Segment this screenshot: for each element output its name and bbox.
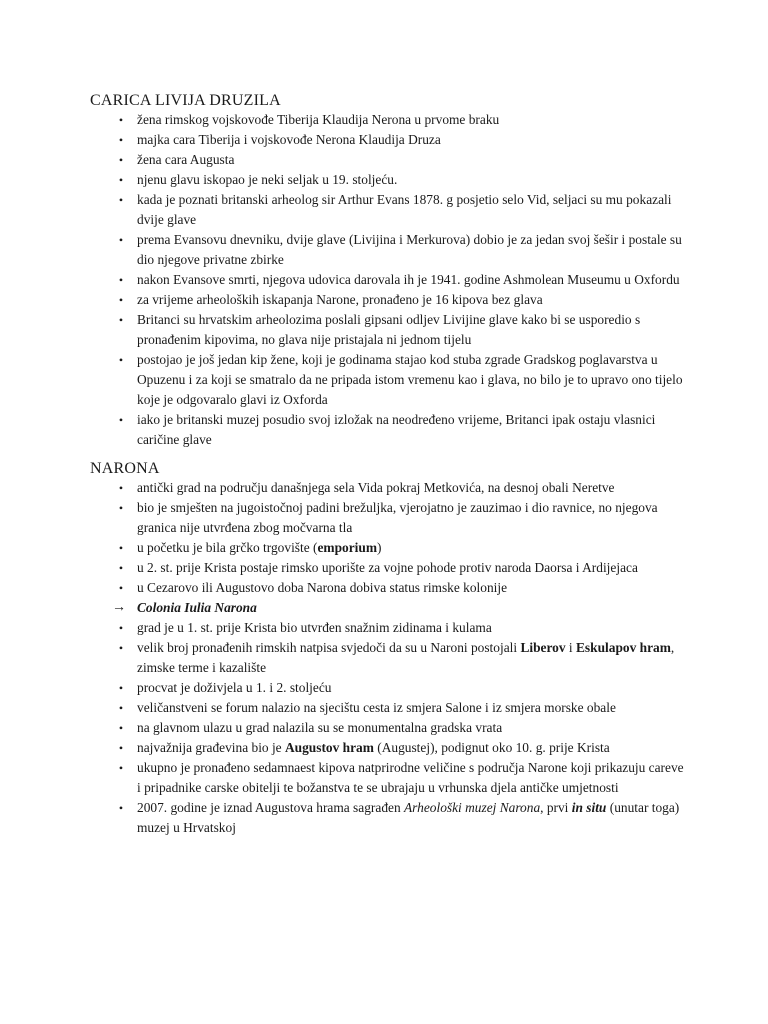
list-item-text: kada je poznati britanski arheolog sir Arthur Evans 1878. g posjetio selo Vid, seljaci su mu pokazali dvije glave [137, 192, 672, 227]
list-item-text: za vrijeme arheoloških iskapanja Narone, pronađeno je 16 kipova bez glava [137, 292, 543, 307]
bullet-icon: • [118, 481, 124, 495]
list-item-text: velik broj pronađenih rimskih natpisa svjedoči da su u Naroni postojali [137, 640, 521, 655]
bullet-icon: • [118, 113, 124, 127]
list-item-text: iako je britanski muzej posudio svoj izložak na neodređeno vrijeme, Britanci ipak ostaju vlasnici caričine glave [137, 412, 656, 447]
list-item [90, 110, 690, 130]
list-item [90, 798, 690, 838]
list-item-text: antički grad na području današnjega sela Vida pokraj Metkovića, na desnoj obali Neretve [137, 480, 615, 495]
list-item [90, 678, 690, 698]
list-item-text: ukupno je pronađeno sedamnaest kipova natprirodne veličine s područja Narone koji prikazuju careve i pripadnike carske obitelji te božanstva te se ubrajaju u vrhunska djela antičke umjetnosti [137, 760, 684, 795]
list-item [90, 538, 690, 558]
list-item-text: emporium [317, 540, 377, 555]
list-item-text: u početku je bila grčko trgovište ( [137, 540, 318, 555]
list-item-text: i [565, 640, 576, 655]
list-item [90, 130, 690, 150]
list-item [90, 558, 690, 578]
bullet-list-narona [90, 478, 690, 838]
bullet-icon: • [118, 621, 124, 635]
list-item-text: ) [377, 540, 382, 555]
bullet-icon: • [118, 173, 124, 187]
document-content [90, 92, 690, 838]
list-item [90, 410, 690, 450]
list-item-text: Colonia Iulia Narona [137, 600, 257, 615]
bullet-icon: • [118, 561, 124, 575]
bullet-icon: • [118, 193, 124, 207]
list-item [90, 498, 690, 538]
list-item-text: žena rimskog vojskovođe Tiberija Klaudija Nerona u prvome braku [137, 112, 500, 127]
list-item-text: nakon Evansove smrti, njegova udovica darovala ih je 1941. godine Ashmolean Museumu u Oxfordu [137, 272, 680, 287]
list-item-text: grad je u 1. st. prije Krista bio utvrđen snažnim zidinama i kulama [137, 620, 492, 635]
list-item-text: prema Evansovu dnevniku, dvije glave (Livijina i Merkurova) dobio je za jedan svoj šešir i postale su dio njegove privatne zbirke [137, 232, 682, 267]
list-item-text: veličanstveni se forum nalazio na sjecištu cesta iz smjera Salone i iz smjera morske obale [137, 700, 616, 715]
bullet-icon: • [118, 761, 124, 775]
list-item [90, 698, 690, 718]
list-item-text: Eskulapov hram [576, 640, 671, 655]
list-item [90, 230, 690, 270]
list-item-text: najvažnija građevina bio je [137, 740, 285, 755]
bullet-icon: • [118, 581, 124, 595]
list-item [90, 270, 690, 290]
list-item-text: žena cara Augusta [137, 152, 235, 167]
list-item-text: majka cara Tiberija i vojskovođe Nerona Klaudija Druza [137, 132, 441, 147]
bullet-icon: • [118, 701, 124, 715]
list-item [90, 150, 690, 170]
bullet-icon: • [118, 273, 124, 287]
list-item [90, 190, 690, 230]
list-item-text: (unutar toga) muzej u Hrvatskoj [137, 800, 680, 835]
list-item [90, 478, 690, 498]
bullet-list-livija [90, 110, 690, 450]
list-item [90, 290, 690, 310]
bullet-icon: • [118, 741, 124, 755]
section-title-narona: NARONA [90, 460, 160, 477]
list-item [90, 578, 690, 598]
bullet-icon: • [118, 641, 124, 655]
bullet-icon: • [118, 293, 124, 307]
list-item [90, 738, 690, 758]
list-item-text: procvat je doživjela u 1. i 2. stoljeću [137, 680, 332, 695]
bullet-icon: • [118, 801, 124, 815]
bullet-icon: • [118, 133, 124, 147]
list-item-text: njenu glavu iskopao je neki seljak u 19. stoljeću. [137, 172, 398, 187]
list-item-text: na glavnom ulazu u grad nalazila su se monumentalna gradska vrata [137, 720, 503, 735]
list-item-text: postojao je još jedan kip žene, koji je godinama stajao kod stuba zgrade Gradskog poglavarstva u Opuzenu i za koji se smatralo da ne pripada istom vremenu kao i glava, no bilo je to upravo ono tijelo koje je odgovaralo glavi iz Oxforda [137, 352, 683, 407]
bullet-icon: • [118, 313, 124, 327]
list-item-text: Augustov hram [284, 740, 374, 755]
list-item-text: Britanci su hrvatskim arheolozima poslali gipsani odljev Livijine glave kako bi se usporedio s pronađenim kipovima, no glava nije pristajala ni jednom tijelu [137, 312, 641, 347]
arrow-icon: → [112, 600, 126, 615]
list-item-text: Arheološki muzej Narona [404, 800, 541, 815]
bullet-icon: • [118, 541, 124, 555]
bullet-icon: • [118, 721, 124, 735]
list-item [90, 758, 690, 798]
bullet-icon: • [118, 233, 124, 247]
list-item [90, 350, 690, 410]
list-item-text: in situ [571, 800, 607, 815]
bullet-icon: • [118, 353, 124, 367]
bullet-icon: • [118, 681, 124, 695]
list-item-text: 2007. godine je iznad Augustova hrama sagrađen [137, 800, 404, 815]
list-item [90, 598, 690, 618]
list-item [90, 618, 690, 638]
section-title-livija: CARICA LIVIJA DRUZILA [90, 92, 281, 109]
list-item-text: bio je smješten na jugoistočnoj padini brežuljka, vjerojatno je zauzimao i dio ravnice, no njegova granica nije utvrđena zbog močvarna tla [137, 500, 658, 535]
bullet-icon: • [118, 153, 124, 167]
list-item-text: Liberov [520, 640, 566, 655]
bullet-icon: • [118, 501, 124, 515]
list-item-text: , prvi [540, 800, 572, 815]
list-item-text: u Cezarovo ili Augustovo doba Narona dobiva status rimske kolonije [137, 580, 508, 595]
list-item [90, 718, 690, 738]
list-item-text: (Augustej), podignut oko 10. g. prije Krista [373, 740, 610, 755]
list-item [90, 638, 690, 678]
list-item [90, 310, 690, 350]
list-item-text: u 2. st. prije Krista postaje rimsko uporište za vojne pohode protiv naroda Daorsa i Ardijejaca [137, 560, 638, 575]
list-item [90, 170, 690, 190]
bullet-icon: • [118, 413, 124, 427]
list-item-text: , zimske terme i kazalište [137, 640, 675, 675]
